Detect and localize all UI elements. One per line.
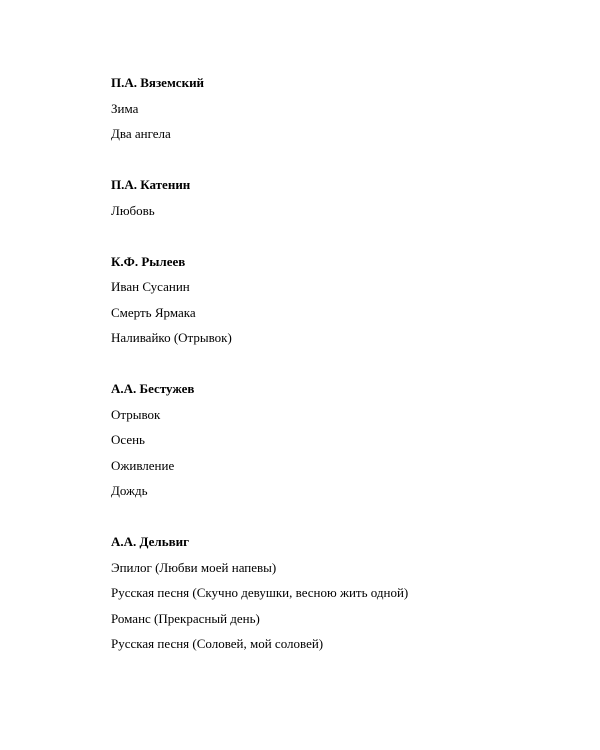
poem-title: Любовь bbox=[111, 202, 155, 218]
author-section-ryleev bbox=[111, 253, 571, 348]
section-spacer bbox=[111, 355, 571, 381]
poem-title: Осень bbox=[111, 432, 145, 447]
poem-title: Русская песня (Скучно девушки, весною жить одной) bbox=[111, 585, 409, 600]
author-section-bestuzhev bbox=[111, 380, 571, 500]
poem-title: Смерть Ярмака bbox=[111, 304, 196, 320]
author-section-katenin bbox=[111, 176, 571, 220]
poem-title: Наливайко (Отрывок) bbox=[111, 330, 232, 345]
poem-title: Оживление bbox=[111, 457, 175, 473]
author-section-delvig bbox=[111, 533, 571, 653]
poem-title: Дождь bbox=[111, 483, 148, 498]
section-spacer bbox=[111, 151, 571, 177]
author-heading: А.А. Бестужев bbox=[111, 381, 195, 396]
section-spacer bbox=[111, 227, 571, 253]
poem-index bbox=[111, 74, 571, 661]
author-section-vyazemsky bbox=[111, 74, 571, 143]
poem-title: Два ангела bbox=[111, 126, 171, 141]
poem-title: Эпилог (Любви моей напевы) bbox=[111, 559, 277, 575]
author-heading: П.А. Вяземский bbox=[111, 75, 205, 90]
author-heading: К.Ф. Рылеев bbox=[111, 253, 186, 269]
poem-title: Иван Сусанин bbox=[111, 279, 190, 294]
poem-title: Романс (Прекрасный день) bbox=[111, 610, 260, 626]
author-heading: П.А. Катенин bbox=[111, 177, 191, 192]
author-heading: А.А. Дельвиг bbox=[111, 534, 189, 549]
section-spacer bbox=[111, 508, 571, 534]
poem-title: Зима bbox=[111, 100, 139, 116]
poem-title: Русская песня (Соловей, мой соловей) bbox=[111, 636, 324, 651]
poem-title: Отрывок bbox=[111, 406, 161, 422]
